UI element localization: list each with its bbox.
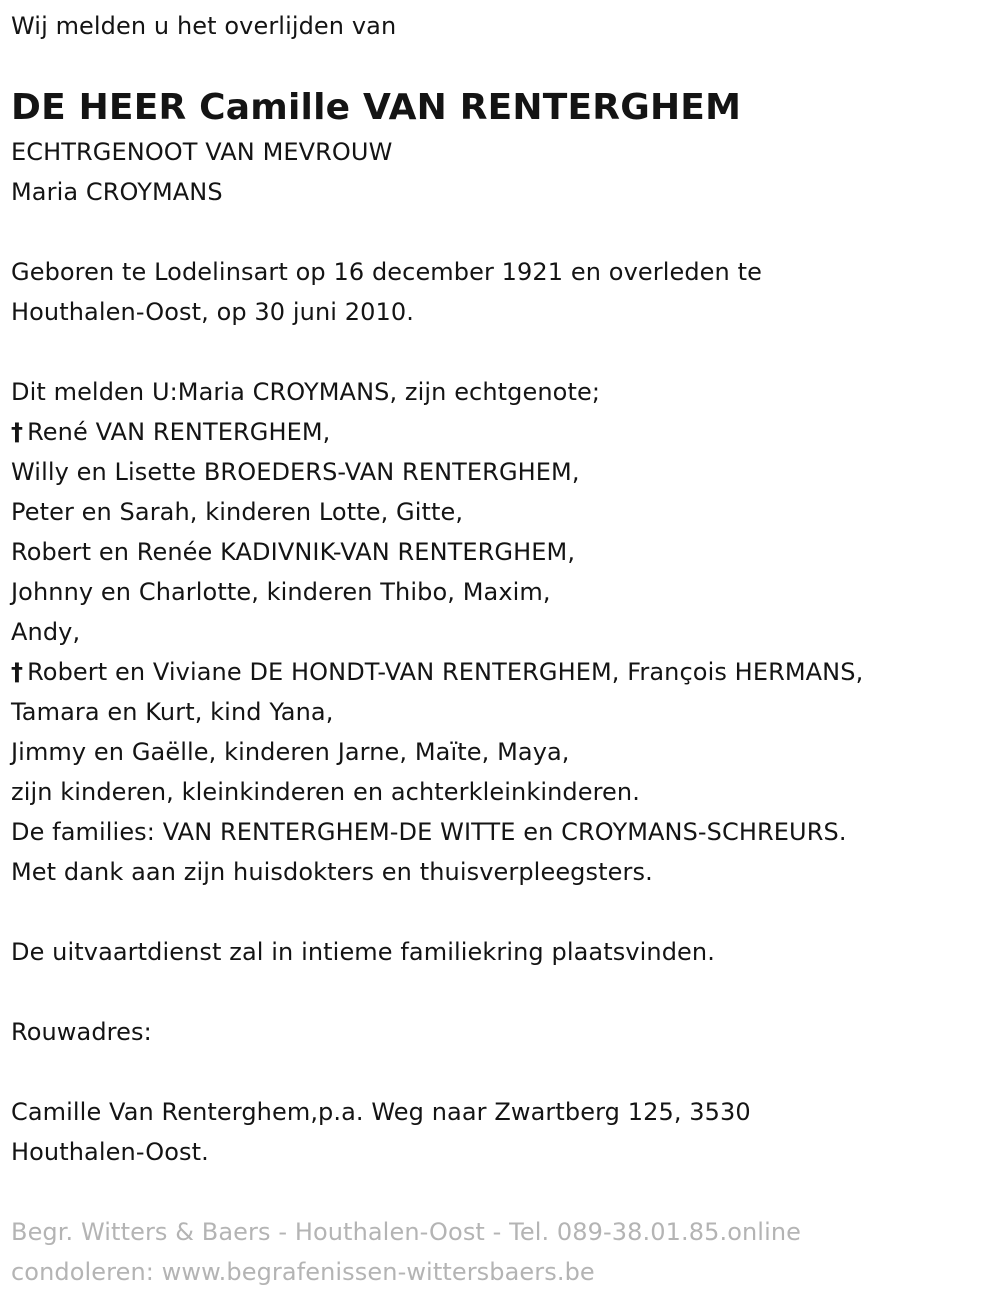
- spacer: [11, 212, 991, 252]
- family-line-5: Robert en Renée KADIVNIK-VAN RENTERGHEM,: [11, 538, 576, 566]
- spouse-title: ECHTRGENOOT VAN MEVROUW: [11, 138, 393, 166]
- footer-line-2: condoleren: www.begrafenissen-wittersbaers.be: [11, 1258, 595, 1286]
- family-line-7: Andy,: [11, 618, 81, 646]
- cross-icon: †: [11, 658, 24, 686]
- cross-icon: †: [11, 418, 24, 446]
- family-line-9: Tamara en Kurt, kind Yana,: [11, 698, 334, 726]
- family-line-10: Jimmy en Gaëlle, kinderen Jarne, Maïte, Maya,: [11, 738, 570, 766]
- family-line-8-text: Robert en Viviane DE HONDT-VAN RENTERGHEM, François HERMANS,: [27, 658, 864, 686]
- family-line-8: [11, 652, 991, 692]
- birth-death-line-1: Geboren te Lodelinsart op 16 december 1921 en overleden te: [11, 258, 762, 286]
- spacer: [11, 892, 991, 932]
- spouse-name: Maria CROYMANS: [11, 178, 223, 206]
- family-line-13: Met dank aan zijn huisdokters en thuisverpleegsters.: [11, 858, 653, 886]
- spacer: [11, 972, 991, 1012]
- deceased-name: DE HEER Camille VAN RENTERGHEM: [11, 87, 742, 128]
- family-line-6: Johnny en Charlotte, kinderen Thibo, Maxim,: [11, 578, 551, 606]
- address-label: Rouwadres:: [11, 1018, 152, 1046]
- family-line-12: De families: VAN RENTERGHEM-DE WITTE en CROYMANS-SCHREURS.: [11, 818, 847, 846]
- family-line-2-text: René VAN RENTERGHEM,: [27, 418, 331, 446]
- funeral-text: De uitvaartdienst zal in intieme familiekring plaatsvinden.: [11, 938, 715, 966]
- spacer: [11, 332, 991, 372]
- birth-death-line-2: Houthalen-Oost, op 30 juni 2010.: [11, 298, 414, 326]
- address-line-2: Houthalen-Oost.: [11, 1138, 209, 1166]
- family-line-3: Willy en Lisette BROEDERS-VAN RENTERGHEM,: [11, 458, 580, 486]
- family-line-1: Dit melden U:Maria CROYMANS, zijn echtgenote;: [11, 378, 601, 406]
- family-line-11: zijn kinderen, kleinkinderen en achterkleinkinderen.: [11, 778, 640, 806]
- spacer: [11, 1052, 991, 1092]
- footer-line-1: Begr. Witters & Baers - Houthalen-Oost - Tel. 089-38.01.85.online: [11, 1218, 802, 1246]
- intro-text: Wij melden u het overlijden van: [11, 12, 397, 40]
- family-line-4: Peter en Sarah, kinderen Lotte, Gitte,: [11, 498, 464, 526]
- family-line-2: [11, 412, 991, 452]
- address-line-1: Camille Van Renterghem,p.a. Weg naar Zwartberg 125, 3530: [11, 1098, 751, 1126]
- death-notice: [11, 0, 991, 1292]
